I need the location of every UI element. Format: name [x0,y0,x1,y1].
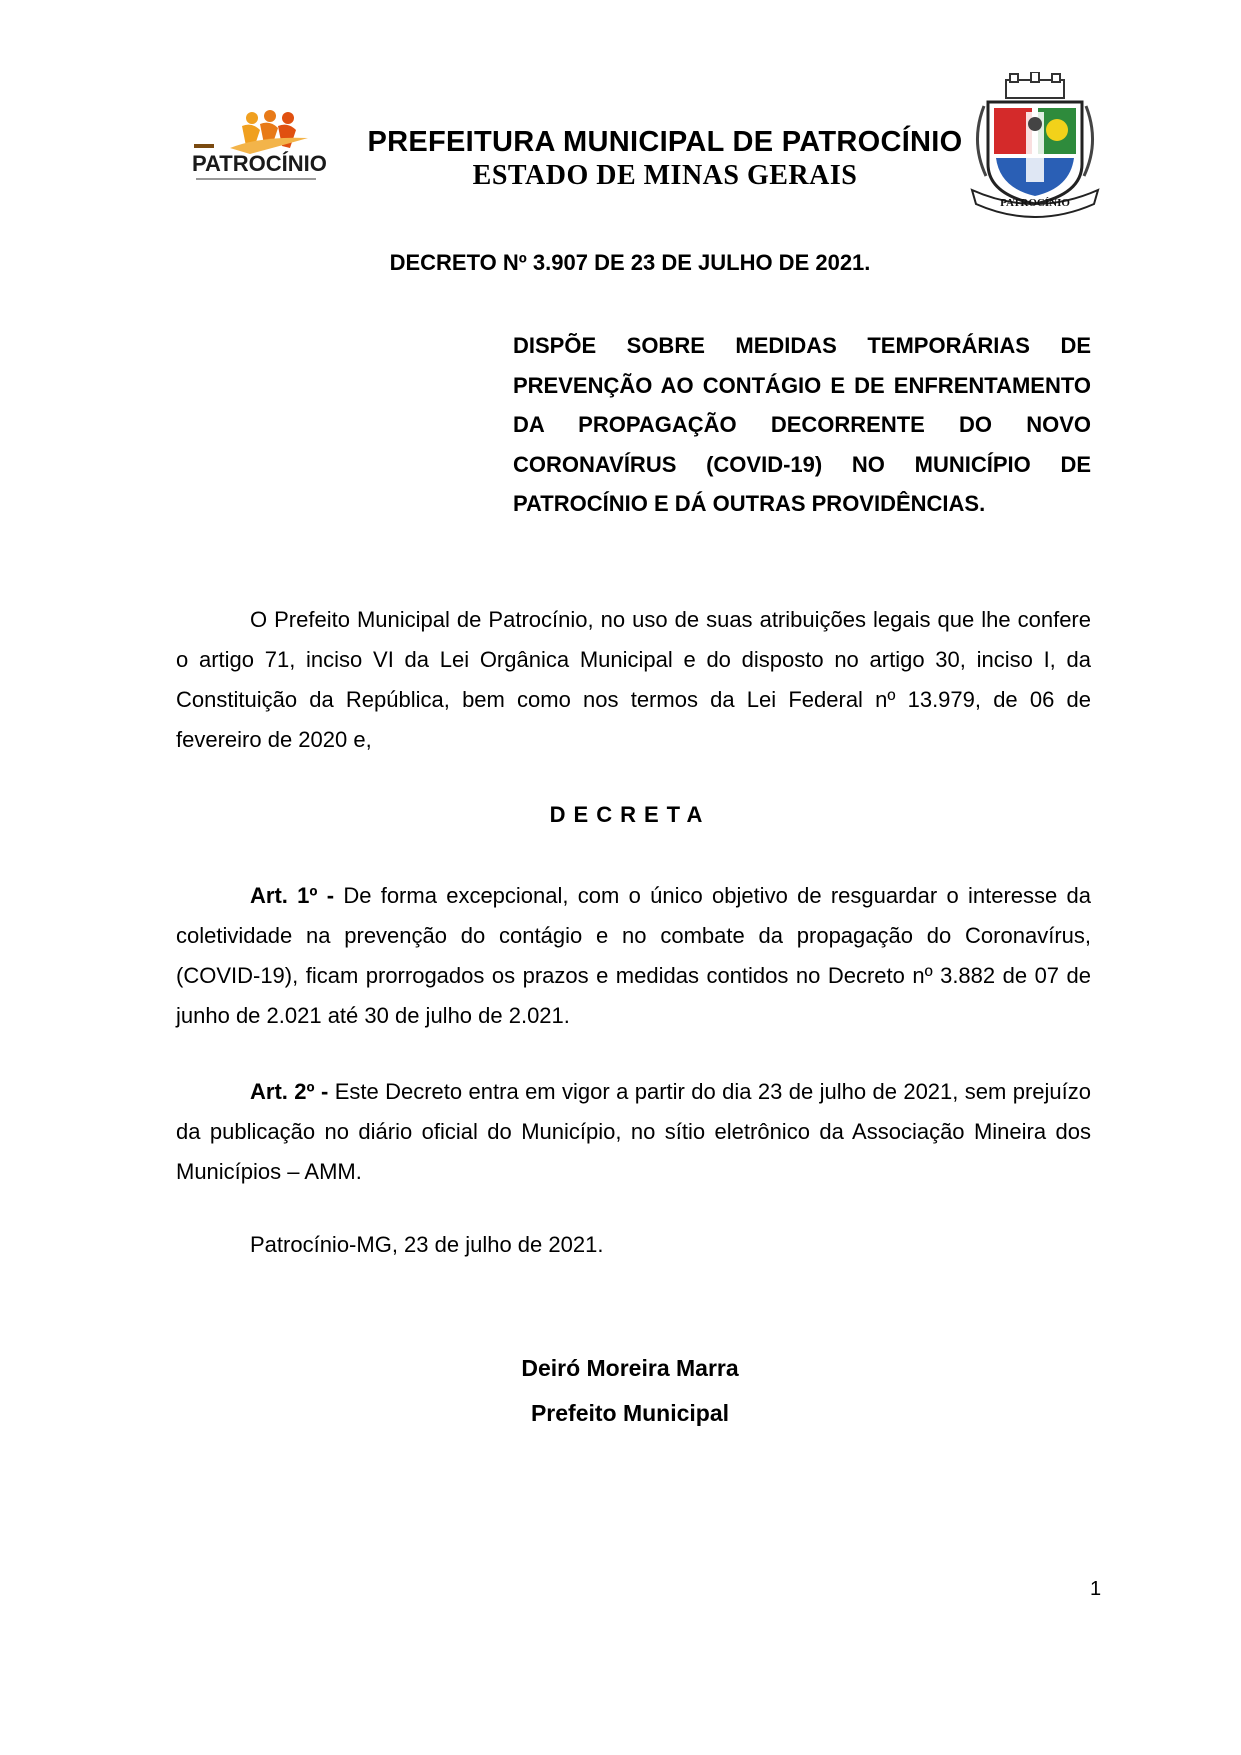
signatory-role: Prefeito Municipal [530,1400,730,1426]
logo-text: PATROCÍNIO [192,151,327,176]
article-1-text: De forma excepcional, com o único objetivo de resguardar o interesse da coletividade na prevenção do contágio e no combate da propagação do Coronavírus, (COVID-19), ficam prorrogados os prazos e medidas contidos no Decreto nº 3.882 de 07 de junho de 2.021 até 30 de julho de 2.021. [176,883,1091,1028]
header-title: PREFEITURA MUNICIPAL DE PATROCÍNIO [367,126,963,158]
preamble-text: O Prefeito Municipal de Patrocínio, no uso de suas atribuições legais que lhe confere o artigo 71, inciso VI da Lei Orgânica Municipal e do disposto no artigo 30, inciso I, da Constituição da República, bem como nos termos da Lei Federal nº 13.979, de 06 de fevereiro de 2020 e, [176,607,1091,752]
seal-banner-text: PATROCÍNIO [1000,197,1070,209]
letterhead [355,125,975,193]
article-2 [176,1072,1091,1192]
signatory-name: Deiró Moreira Marra [521,1355,739,1381]
decree-summary: DISPÕE SOBRE MEDIDAS TEMPORÁRIAS DE PREVENÇÃO AO CONTÁGIO E DE ENFRENTAMENTO DA PROPAGAÇÃO DECORRENTE DO NOVO CORONAVÍRUS (COVID-19) NO MUNICÍPIO DE PATROCÍNIO E DÁ OUTRAS PROVIDÊNCIAS. [513,333,1091,517]
article-2-label: Art. 2º - [250,1079,329,1104]
article-1-label: Art. 1º - [250,883,335,908]
article-1 [176,876,1091,1036]
decreta-heading: DECRETA [549,802,711,827]
place-date: Patrocínio-MG, 23 de julho de 2021. [250,1232,604,1257]
page-number: 1 [1090,1578,1102,1600]
header-subtitle: ESTADO DE MINAS GERAIS [472,160,858,191]
article-2-text: Este Decreto entra em vigor a partir do dia 23 de julho de 2021, sem prejuízo da publicação no diário oficial do Município, no sítio eletrônico da Associação Mineira dos Municípios – AMM. [176,1079,1091,1184]
coat-of-arms-icon [966,72,1104,218]
decree-title: DECRETO Nº 3.907 DE 23 DE JULHO DE 2021. [389,250,871,275]
patrocinio-logo-icon [190,108,338,188]
preamble-paragraph [176,600,1091,760]
